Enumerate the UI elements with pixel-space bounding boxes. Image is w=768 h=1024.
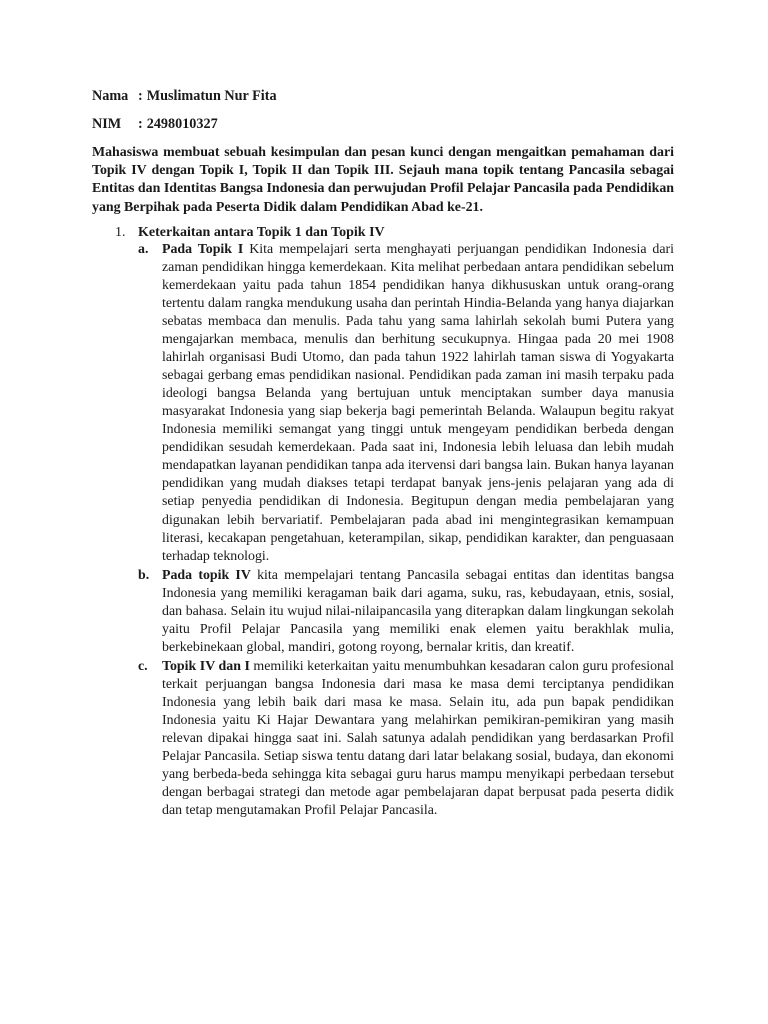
nim-row <box>92 116 674 133</box>
sub-list <box>138 241 674 821</box>
section-title: Keterkaitan antara Topik 1 dan Topik IV <box>138 224 385 240</box>
sub-item-a <box>138 241 674 566</box>
sub-text-b: kita mempelajari tentang Pancasila sebagai entitas dan identitas bangsa Indonesia yang memiliki keragaman baik dari agama, suku, ras, kebudayaan, etnis, sosial, dan bahasa. Selain itu wujud nilai-nilaipancasila yang diterapkan dalam lingkungan sekolah yaitu Profil Pelajar Pancasila yang memiliki enak elemen yaitu berakhlak mulia, berkebinekaan global, mandiri, gotong royong, bernalar kritis, dan kreatif. <box>162 567 674 655</box>
section-list <box>92 224 674 821</box>
nim-label: NIM <box>92 116 122 132</box>
sub-item-b <box>138 567 674 657</box>
name-value: Muslimatun Nur Fita <box>146 88 277 104</box>
sub-text-a: Kita mempelajari serta menghayati perjuangan pendidikan Indonesia dari zaman pendidikan hingga kemerdekaan. Kita melihat perbedaan antara pendidikan sebelum kemerdekaan yaitu pada tahun 1854 pendidikan hanya dikhususkan untuk orang-orang tertentu dalam rangka mendukung usaha dan perintah Hindia-Belanda yang hanya diajarkan sebatas membaca dan menulis. Pada tahu yang sama lahirlah sekolah bumi Putera yang mengajarkan membaca, menulis dan berhitung secukupnya. Hingaa pada 20 mei 1908 lahirlah organisasi Budi Utomo, dan pada tahun 1922 lahirlah taman siswa di Yogyakarta sebagai gerbang emas pendidikan nasional. Pendidikan pada zaman ini masih terpaku pada ideologi bangsa Belanda yang bertujuan untuk menciptakan sumber daya manusia masyarakat Indonesia yang siap bekerja bagi pemerintah Belanda. Walaupun begitu rakyat Indonesia memiliki semangat yang tinggi untuk mengeyam pendidikan berbeda dengan pendidikan sesudah kemerdekaan. Pada saat ini, Indonesia lebih leluasa dan lebih mudah mendapatkan layanan pendidikan tanpa ada itervensi dari bangsa lain. Bukan hanya layanan pendidikan yang mudah diakses tetapi terdapat banyak jens-jenis pelajaran yang ada di setiap penyedia pendidikan di Indonesia. Begitupun dengan media pembelajaran yang digunakan lebih bervariatif. Pembelajaran pada abad ini mengintegrasikan kemampuan literasi, kecakapan pengetahuan, keterampilan, sikap, pendidikan karakter, dan penguasaan terhadap teknologi. <box>162 241 674 564</box>
sub-lead-a: Pada Topik I <box>162 241 244 257</box>
nim-value: 2498010327 <box>146 116 218 132</box>
name-row <box>92 88 674 105</box>
name-separator: : <box>138 88 143 104</box>
section-item-1 <box>92 224 674 821</box>
sub-marker-a: a. <box>138 241 149 257</box>
sub-lead-c: Topik IV dan I <box>162 658 250 674</box>
sub-marker-c: c. <box>138 658 148 674</box>
sub-lead-b: Pada topik IV <box>162 567 251 583</box>
intro-paragraph: Mahasiswa membuat sebuah kesimpulan dan pesan kunci dengan mengaitkan pemahaman dari Topik IV dengan Topik I, Topik II dan Topik III. Sejauh mana topik tentang Pancasila sebagai Entitas dan Identitas Bangsa Indonesia dan perwujudan Profil Pelajar Pancasila pada Pendidikan yang Berpihak pada Peserta Didik dalam Pendidikan Abad ke-21. <box>92 145 674 215</box>
sub-text-c: memiliki keterkaitan yaitu menumbuhkan kesadaran calon guru profesional terkait perjuangan bangsa Indonesia dari masa ke masa demi terciptanya pendidikan Indonesia yang lebih baik dari masa ke masa. Selain itu, ada pun bapak pendidikan Indonesia yaitu Ki Hajar Dewantara yang melahirkan pemikiran-pemikiran yang masih relevan dipakai hingga saat ini. Salah satunya adalah pendidikan yang berdasarkan Profil Pelajar Pancasila. Setiap siswa tentu datang dari latar belakang sosial, budaya, dan ekonomi yang berbeda-beda sehingga kita sebagai guru harus mampu menyikapi perbedaan tersebut dengan berbagai strategi dan metode agar pembelajaran dapat berpusat pada peserta didik dan tetap mengutamakan Profil Pelajar Pancasila. <box>162 658 674 819</box>
sub-marker-b: b. <box>138 567 150 583</box>
sub-item-c <box>138 658 674 820</box>
nim-separator: : <box>138 116 143 132</box>
section-number: 1. <box>115 224 126 240</box>
name-label: Nama <box>92 88 129 104</box>
